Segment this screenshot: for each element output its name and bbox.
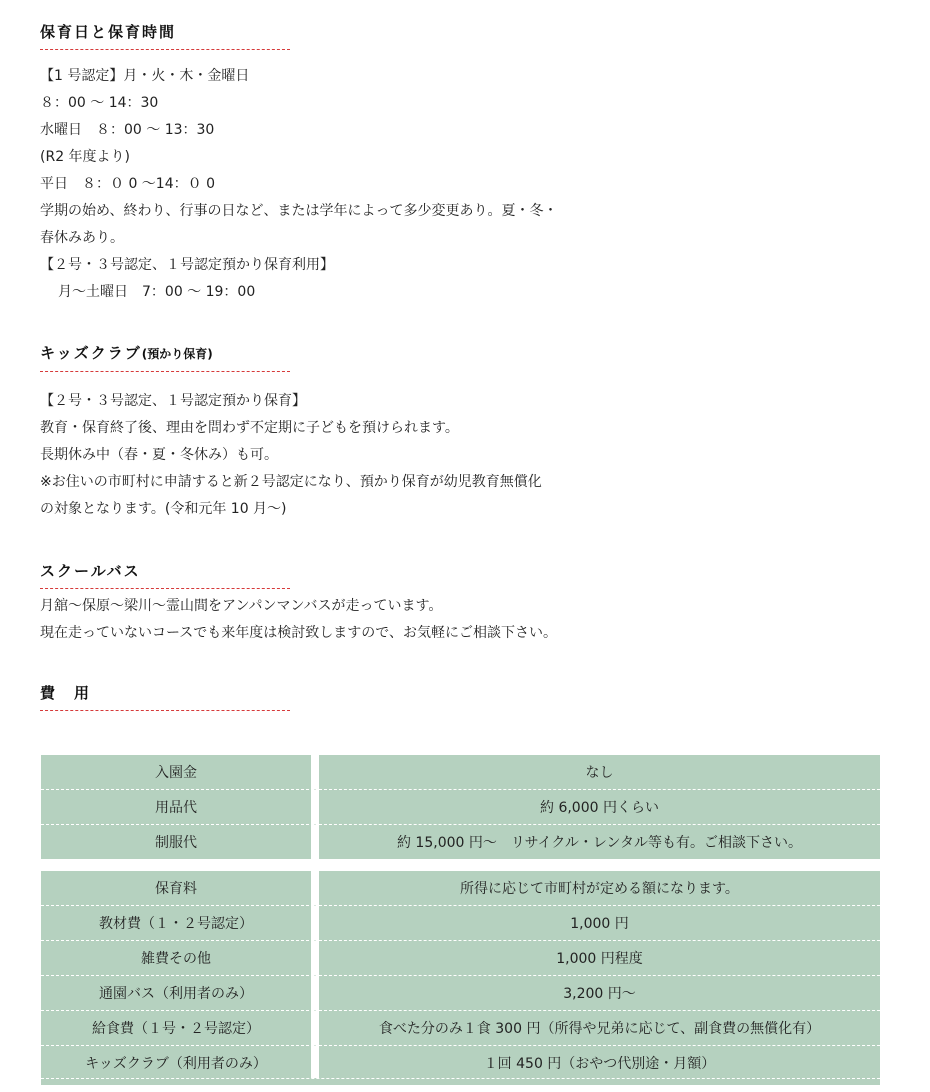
kids-divider [40,371,290,372]
table-row [41,906,880,941]
hours-line: 月〜土曜日 7：00 〜 19：00 [58,284,256,300]
fee-value: なし [319,755,880,790]
kids-line: ※お住いの市町村に申請すると新２号認定になり、預かり保育が幼児教育無償化 [40,474,542,490]
hours-title: 保育日と保育時間 [40,23,177,41]
hours-line: 学期の始め、終わり、行事の日など、または学年によって多少変更あり。夏・冬・ [40,203,558,219]
hours-divider [40,49,290,50]
hours-line: 春休みあり。 [40,230,124,246]
table-row [41,1046,880,1080]
table-row [41,790,880,825]
fee-label: 雑費その他 [41,941,319,976]
fees-divider [40,710,290,711]
table-row [41,976,880,1011]
fees-table-1 [41,755,880,859]
table-row [41,871,880,906]
hours-line: 平日 ８：０ 0 〜14：０ 0 [40,176,215,192]
bus-divider [40,588,290,589]
fee-label: 保育料 [41,871,319,906]
table-row [41,941,880,976]
bus-body [40,593,900,647]
hours-line: ８：00 〜 14：30 [40,95,159,111]
fee-label: 通園バス（利用者のみ） [41,976,319,1011]
fee-label: 教材費（１・２号認定） [41,906,319,941]
fee-label: 入園金 [41,755,319,790]
kids-line: 【２号・３号認定、１号認定預かり保育】 [40,393,306,409]
fees-section [40,683,900,711]
hours-line: 【1 号認定】月・火・木・金曜日 [40,68,250,84]
kids-title [40,343,900,364]
bus-line: 月舘〜保原〜梁川〜霊山間をアンパンマンバスが走っています。 [40,598,443,614]
bus-line: 現在走っていないコースでも来年度は検討致しますので、お気軽にご相談下さい。 [40,625,558,641]
fee-value: 食べた分のみ１食 300 円（所得や兄弟に応じて、副食費の無償化有） [319,1011,880,1046]
fee-value: 所得に応じて市町村が定める額になります。 [319,871,880,906]
fee-value: 3,200 円〜 [319,976,880,1011]
kids-title-main: キッズクラブ [40,344,142,362]
hours-line: (R2 年度より) [40,149,131,165]
fee-label: 制服代 [41,825,319,859]
fee-label: キッズクラブ（利用者のみ） [41,1046,319,1080]
hours-line: 【２号・３号認定、１号認定預かり保育利用】 [40,257,334,273]
kids-line: 教育・保育終了後、理由を問わず不定期に子どもを預けられます。 [40,420,459,436]
table-row [41,825,880,859]
table-row [41,1011,880,1046]
fee-label: 用品代 [41,790,319,825]
fees-title: 費 用 [40,684,92,702]
fee-value: １回 450 円（おやつ代別途・月額） [319,1046,880,1080]
kids-line: 長期休み中（春・夏・冬休み）も可。 [40,447,278,463]
fees-table-2 [41,871,880,1080]
hours-line: 水曜日 ８：00 〜 13：30 [40,122,215,138]
table-row [41,755,880,790]
fee-value: 約 6,000 円くらい [319,790,880,825]
fee-label: 給食費（１号・２号認定） [41,1011,319,1046]
kids-section [40,343,900,523]
fees-tables [41,755,880,1092]
kids-body [40,388,900,523]
kids-title-suffix: (預かり保育) [141,347,213,361]
kids-line: の対象となります。(令和元年 10 月〜) [40,501,287,517]
bus-title: スクールバス [40,562,141,580]
fee-value: 1,000 円 [319,906,880,941]
fee-value: 約 15,000 円〜 リサイクル・レンタル等も有。ご相談下さい。 [319,825,880,859]
bus-section [40,561,900,647]
fee-value: 1,000 円程度 [319,941,880,976]
hours-section [40,22,900,306]
hours-body [40,63,900,306]
